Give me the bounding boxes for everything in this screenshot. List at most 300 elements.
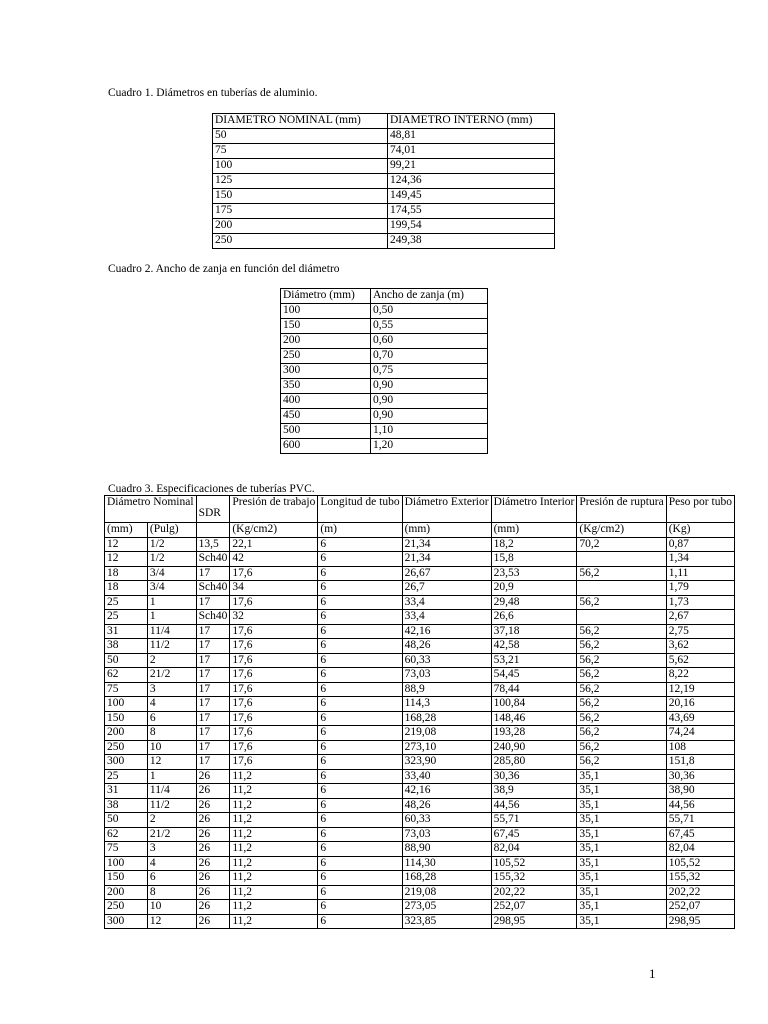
table-cell: 26,6 (491, 610, 577, 625)
table-cell: 300 (105, 755, 148, 770)
table-cell: 20,16 (666, 697, 734, 712)
table-cell: 1 (147, 610, 196, 625)
cuadro3-body (105, 537, 735, 929)
table-cell: 199,54 (388, 219, 555, 234)
table-cell: 10 (147, 900, 196, 915)
table-cell: 74,01 (388, 144, 555, 159)
table-row (105, 798, 735, 813)
table-row (105, 740, 735, 755)
table-cell: 56,2 (577, 653, 666, 668)
table-cell: 11,2 (230, 914, 318, 929)
table-cell: 0,87 (666, 537, 734, 552)
unit-mm-int: (mm) (491, 523, 577, 538)
table-cell: 17,6 (230, 566, 318, 581)
table-cell: 11,2 (230, 784, 318, 799)
table-row (105, 697, 735, 712)
table-cell: 26 (196, 813, 230, 828)
unit-empty (196, 523, 230, 538)
table-cell: 273,10 (402, 740, 491, 755)
unit-kgcm2-rup: (Kg/cm2) (577, 523, 666, 538)
table-cell: 33,40 (402, 769, 491, 784)
table-cell: 17 (196, 566, 230, 581)
table-cell: 2 (147, 813, 196, 828)
table-cell: 53,21 (491, 653, 577, 668)
table-row (105, 624, 735, 639)
table-cell: 250 (281, 349, 371, 364)
cuadro1-body (213, 114, 555, 249)
table-cell: 0,90 (371, 379, 488, 394)
table-cell: 15,8 (491, 552, 577, 567)
table-row (213, 189, 555, 204)
table-cell: 99,21 (388, 159, 555, 174)
table-cell: 35,1 (577, 798, 666, 813)
table-cell: 108 (666, 740, 734, 755)
table-cell: 150 (213, 189, 388, 204)
table-cell: 56,2 (577, 740, 666, 755)
table-cell: 0,60 (371, 334, 488, 349)
table-cell: 240,90 (491, 740, 577, 755)
table-cell: 18 (105, 566, 148, 581)
table-cell: 75 (105, 682, 148, 697)
table-cell: 56,2 (577, 595, 666, 610)
table-cell: 38,9 (491, 784, 577, 799)
table-cell: 17 (196, 711, 230, 726)
header-cell: DIAMETRO NOMINAL (mm) (213, 114, 388, 129)
table-cell: 11,2 (230, 900, 318, 915)
table-cell: 6 (318, 639, 402, 654)
table-cell: 202,22 (666, 885, 734, 900)
table-row (213, 159, 555, 174)
table-cell: 17,6 (230, 755, 318, 770)
table-row (281, 364, 488, 379)
table-cell: 100,84 (491, 697, 577, 712)
table-cell: 35,1 (577, 813, 666, 828)
header-diametro-nominal: Diámetro Nominal (105, 496, 197, 523)
table-cell: 500 (281, 424, 371, 439)
table-cell: 11,2 (230, 827, 318, 842)
cuadro2-caption: Cuadro 2. Ancho de zanja en función del diámetro (108, 263, 340, 275)
table-row (105, 842, 735, 857)
table-cell: 6 (318, 885, 402, 900)
table-cell: 6 (318, 769, 402, 784)
table-cell: 114,30 (402, 856, 491, 871)
table-cell: 11,2 (230, 769, 318, 784)
table-cell: 17 (196, 740, 230, 755)
table-cell: 48,26 (402, 639, 491, 654)
table-cell: 0,90 (371, 394, 488, 409)
table-cell: 56,2 (577, 639, 666, 654)
table-row (105, 711, 735, 726)
table-cell: 11/4 (147, 784, 196, 799)
table-cell: 298,95 (491, 914, 577, 929)
table-cell: 1/2 (147, 552, 196, 567)
table-cell: 42 (230, 552, 318, 567)
table-cell: 17 (196, 726, 230, 741)
table-cell: 200 (281, 334, 371, 349)
table-cell: 62 (105, 827, 148, 842)
table-cell: 1 (147, 769, 196, 784)
table-cell: 6 (318, 755, 402, 770)
table-cell: 250 (105, 900, 148, 915)
table-cell: 124,36 (388, 174, 555, 189)
table-cell: 29,48 (491, 595, 577, 610)
table-cell: 50 (105, 813, 148, 828)
header-cell: Diámetro (mm) (281, 289, 371, 304)
unit-mm-ext: (mm) (402, 523, 491, 538)
unit-m: (m) (318, 523, 402, 538)
table-cell: 32 (230, 610, 318, 625)
table-cell: 25 (105, 595, 148, 610)
page-number: 1 (649, 966, 656, 981)
table-cell: 151,8 (666, 755, 734, 770)
header-presion-ruptura: Presión de ruptura (577, 496, 666, 523)
table-cell: 6 (318, 856, 402, 871)
table-cell: 1/2 (147, 537, 196, 552)
table-cell: 17,6 (230, 639, 318, 654)
table-cell: 82,04 (666, 842, 734, 857)
table-cell: 56,2 (577, 697, 666, 712)
table-row (213, 144, 555, 159)
table-cell: 149,45 (388, 189, 555, 204)
table-cell: 56,2 (577, 624, 666, 639)
table-row (105, 682, 735, 697)
table-cell: 148,46 (491, 711, 577, 726)
table-cell: 17 (196, 755, 230, 770)
table-cell: 6 (318, 842, 402, 857)
table-cell: 5,62 (666, 653, 734, 668)
table-cell: Sch40 (196, 581, 230, 596)
table-cell: 175 (213, 204, 388, 219)
table-row (281, 334, 488, 349)
table-cell: 1,20 (371, 439, 488, 454)
table-cell: 17 (196, 653, 230, 668)
table-cell: 11,2 (230, 813, 318, 828)
cuadro1-table (212, 113, 555, 249)
table-cell: 100 (105, 697, 148, 712)
table-cell: 6 (318, 871, 402, 886)
table-cell: 6 (318, 581, 402, 596)
table-cell: 11/2 (147, 798, 196, 813)
table-cell: 12,19 (666, 682, 734, 697)
table-cell: 26 (196, 827, 230, 842)
table-cell: 35,1 (577, 842, 666, 857)
cuadro3-head (105, 496, 735, 538)
table-cell: 60,33 (402, 813, 491, 828)
table-cell: 1,11 (666, 566, 734, 581)
table-cell: 26 (196, 914, 230, 929)
header-sdr: SDR (196, 496, 230, 523)
table-cell: 26 (196, 784, 230, 799)
table-row (281, 304, 488, 319)
table-cell: 8,22 (666, 668, 734, 683)
table-cell: 6 (318, 668, 402, 683)
table-cell: 25 (105, 610, 148, 625)
table-cell: 17,6 (230, 711, 318, 726)
table-cell: 17 (196, 639, 230, 654)
table-cell: 56,2 (577, 668, 666, 683)
table-cell: 6 (318, 900, 402, 915)
table-cell: 0,90 (371, 409, 488, 424)
table-cell: 6 (147, 871, 196, 886)
table-row (105, 581, 735, 596)
table-cell: 17,6 (230, 653, 318, 668)
table-cell: 21/2 (147, 827, 196, 842)
table-cell: 67,45 (666, 827, 734, 842)
table-cell: 17,6 (230, 595, 318, 610)
table-cell: 150 (105, 871, 148, 886)
table-cell: 44,56 (666, 798, 734, 813)
table-cell: 26 (196, 769, 230, 784)
table-row (105, 668, 735, 683)
table-cell: 350 (281, 379, 371, 394)
table-cell: 300 (105, 914, 148, 929)
cuadro3-table (104, 495, 735, 929)
table-cell: 1,34 (666, 552, 734, 567)
table-row (213, 174, 555, 189)
cuadro2-body (281, 289, 488, 454)
table-cell: 56,2 (577, 726, 666, 741)
table-cell: 2 (147, 653, 196, 668)
table-cell: 22,1 (230, 537, 318, 552)
table-cell: 6 (147, 711, 196, 726)
table-cell: 30,36 (491, 769, 577, 784)
table-row (213, 219, 555, 234)
table-row (105, 885, 735, 900)
table-cell: 26 (196, 900, 230, 915)
table-cell: 31 (105, 784, 148, 799)
table-cell: 1,73 (666, 595, 734, 610)
table-cell: 300 (281, 364, 371, 379)
table-cell: 3 (147, 842, 196, 857)
table-cell: 252,07 (491, 900, 577, 915)
table-cell: 6 (318, 595, 402, 610)
table-row (105, 769, 735, 784)
table-cell: 35,1 (577, 885, 666, 900)
table-cell: 17,6 (230, 726, 318, 741)
table-row (213, 234, 555, 249)
table-cell: 56,2 (577, 711, 666, 726)
table-cell: 17,6 (230, 682, 318, 697)
table-row (105, 653, 735, 668)
table-cell: 6 (318, 784, 402, 799)
cuadro3-caption: Cuadro 3. Especificaciones de tuberías PVC. (108, 483, 315, 495)
table-cell: 105,52 (491, 856, 577, 871)
cuadro2-header-row (281, 289, 488, 304)
table-row (105, 813, 735, 828)
table-cell: 21,34 (402, 552, 491, 567)
table-cell: 23,53 (491, 566, 577, 581)
table-cell: 17,6 (230, 740, 318, 755)
table-cell: 35,1 (577, 871, 666, 886)
table-cell: 48,26 (402, 798, 491, 813)
table-row (281, 349, 488, 364)
cuadro1-caption: Cuadro 1. Diámetros en tuberías de aluminio. (108, 87, 318, 99)
table-cell: 6 (318, 827, 402, 842)
header-peso: Peso por tubo (666, 496, 734, 523)
table-cell: 78,44 (491, 682, 577, 697)
table-cell: 42,16 (402, 784, 491, 799)
table-cell: 11/4 (147, 624, 196, 639)
table-cell: 17 (196, 697, 230, 712)
table-cell: 11,2 (230, 798, 318, 813)
table-cell: 11,2 (230, 871, 318, 886)
table-cell: 26,7 (402, 581, 491, 596)
table-cell: 12 (147, 755, 196, 770)
table-cell: 26 (196, 856, 230, 871)
table-row (105, 827, 735, 842)
table-cell: 6 (318, 914, 402, 929)
table-cell: 18 (105, 581, 148, 596)
table-cell: 105,52 (666, 856, 734, 871)
table-cell: 17,6 (230, 624, 318, 639)
table-cell: 88,9 (402, 682, 491, 697)
table-cell: 38,90 (666, 784, 734, 799)
table-cell: 21/2 (147, 668, 196, 683)
table-cell: 6 (318, 537, 402, 552)
table-row (213, 204, 555, 219)
table-cell: 11,2 (230, 842, 318, 857)
table-cell: 6 (318, 711, 402, 726)
table-row (105, 784, 735, 799)
table-cell: 20,9 (491, 581, 577, 596)
table-cell: 35,1 (577, 914, 666, 929)
table-cell: 3,62 (666, 639, 734, 654)
table-cell: 200 (105, 885, 148, 900)
table-cell: 100 (105, 856, 148, 871)
table-cell: 100 (213, 159, 388, 174)
table-cell: 12 (105, 537, 148, 552)
table-cell: 26 (196, 798, 230, 813)
header-longitud: Longitud de tubo (318, 496, 402, 523)
table-cell: 11/2 (147, 639, 196, 654)
table-row (105, 900, 735, 915)
table-cell: 252,07 (666, 900, 734, 915)
cuadro1-header-row (213, 114, 555, 129)
table-cell: 0,75 (371, 364, 488, 379)
table-cell: 37,18 (491, 624, 577, 639)
header-cell: DIAMETRO INTERNO (mm) (388, 114, 555, 129)
table-cell: 273,05 (402, 900, 491, 915)
table-cell: 50 (105, 653, 148, 668)
table-cell: 323,85 (402, 914, 491, 929)
table-cell: 200 (105, 726, 148, 741)
table-cell: 155,32 (491, 871, 577, 886)
table-cell: 26 (196, 871, 230, 886)
table-cell: 250 (213, 234, 388, 249)
header-diam-interior: Diámetro Interior (491, 496, 577, 523)
table-cell: 60,33 (402, 653, 491, 668)
table-cell: 2,75 (666, 624, 734, 639)
table-cell (577, 610, 666, 625)
table-cell: 48,81 (388, 129, 555, 144)
table-cell: 200 (213, 219, 388, 234)
table-row (105, 726, 735, 741)
table-row (105, 566, 735, 581)
cuadro3-header-row (105, 496, 735, 523)
table-cell: Sch40 (196, 552, 230, 567)
table-cell: 600 (281, 439, 371, 454)
table-cell: 26,67 (402, 566, 491, 581)
table-row (281, 409, 488, 424)
table-cell: 6 (318, 740, 402, 755)
header-cell: Ancho de zanja (m) (371, 289, 488, 304)
unit-kg: (Kg) (666, 523, 734, 538)
table-cell: 17 (196, 624, 230, 639)
cuadro2-table (280, 288, 488, 454)
cuadro3-units-row (105, 523, 735, 538)
table-cell: 6 (318, 653, 402, 668)
table-cell: 400 (281, 394, 371, 409)
table-cell: Sch40 (196, 610, 230, 625)
table-cell: 38 (105, 798, 148, 813)
table-row (281, 439, 488, 454)
table-cell: 88,90 (402, 842, 491, 857)
table-row (105, 914, 735, 929)
table-cell: 35,1 (577, 827, 666, 842)
table-cell: 75 (213, 144, 388, 159)
header-diam-exterior: Diámetro Exterior (402, 496, 491, 523)
table-cell: 44,56 (491, 798, 577, 813)
table-cell: 17 (196, 668, 230, 683)
table-cell: 17 (196, 595, 230, 610)
table-cell: 0,55 (371, 319, 488, 334)
table-cell: 6 (318, 682, 402, 697)
table-cell: 55,71 (491, 813, 577, 828)
table-cell: 26 (196, 842, 230, 857)
table-cell: 43,69 (666, 711, 734, 726)
table-cell: 82,04 (491, 842, 577, 857)
table-cell: 12 (105, 552, 148, 567)
table-cell: 56,2 (577, 755, 666, 770)
table-cell: 30,36 (666, 769, 734, 784)
unit-pulg: (Pulg) (147, 523, 196, 538)
table-cell: 8 (147, 726, 196, 741)
table-row (105, 610, 735, 625)
table-cell: 6 (318, 697, 402, 712)
table-cell: 33,4 (402, 610, 491, 625)
table-cell: 1,79 (666, 581, 734, 596)
table-cell: 21,34 (402, 537, 491, 552)
table-cell: 6 (318, 813, 402, 828)
table-cell: 11,2 (230, 856, 318, 871)
table-cell: 62 (105, 668, 148, 683)
table-cell: 4 (147, 856, 196, 871)
table-cell: 35,1 (577, 900, 666, 915)
table-cell: 35,1 (577, 856, 666, 871)
table-cell: 2,67 (666, 610, 734, 625)
table-cell: 73,03 (402, 668, 491, 683)
table-cell: 31 (105, 624, 148, 639)
table-cell: 8 (147, 885, 196, 900)
table-cell: 6 (318, 624, 402, 639)
table-cell: 25 (105, 769, 148, 784)
table-cell: 250 (105, 740, 148, 755)
table-cell: 0,70 (371, 349, 488, 364)
table-cell: 3/4 (147, 566, 196, 581)
table-cell: 13,5 (196, 537, 230, 552)
unit-kgcm2: (Kg/cm2) (230, 523, 318, 538)
table-row (281, 394, 488, 409)
table-cell: 6 (318, 726, 402, 741)
table-cell: 3 (147, 682, 196, 697)
table-cell: 0,50 (371, 304, 488, 319)
unit-mm: (mm) (105, 523, 148, 538)
table-row (281, 424, 488, 439)
table-cell: 10 (147, 740, 196, 755)
table-cell: 3/4 (147, 581, 196, 596)
table-cell: 155,32 (666, 871, 734, 886)
table-cell: 33,4 (402, 595, 491, 610)
